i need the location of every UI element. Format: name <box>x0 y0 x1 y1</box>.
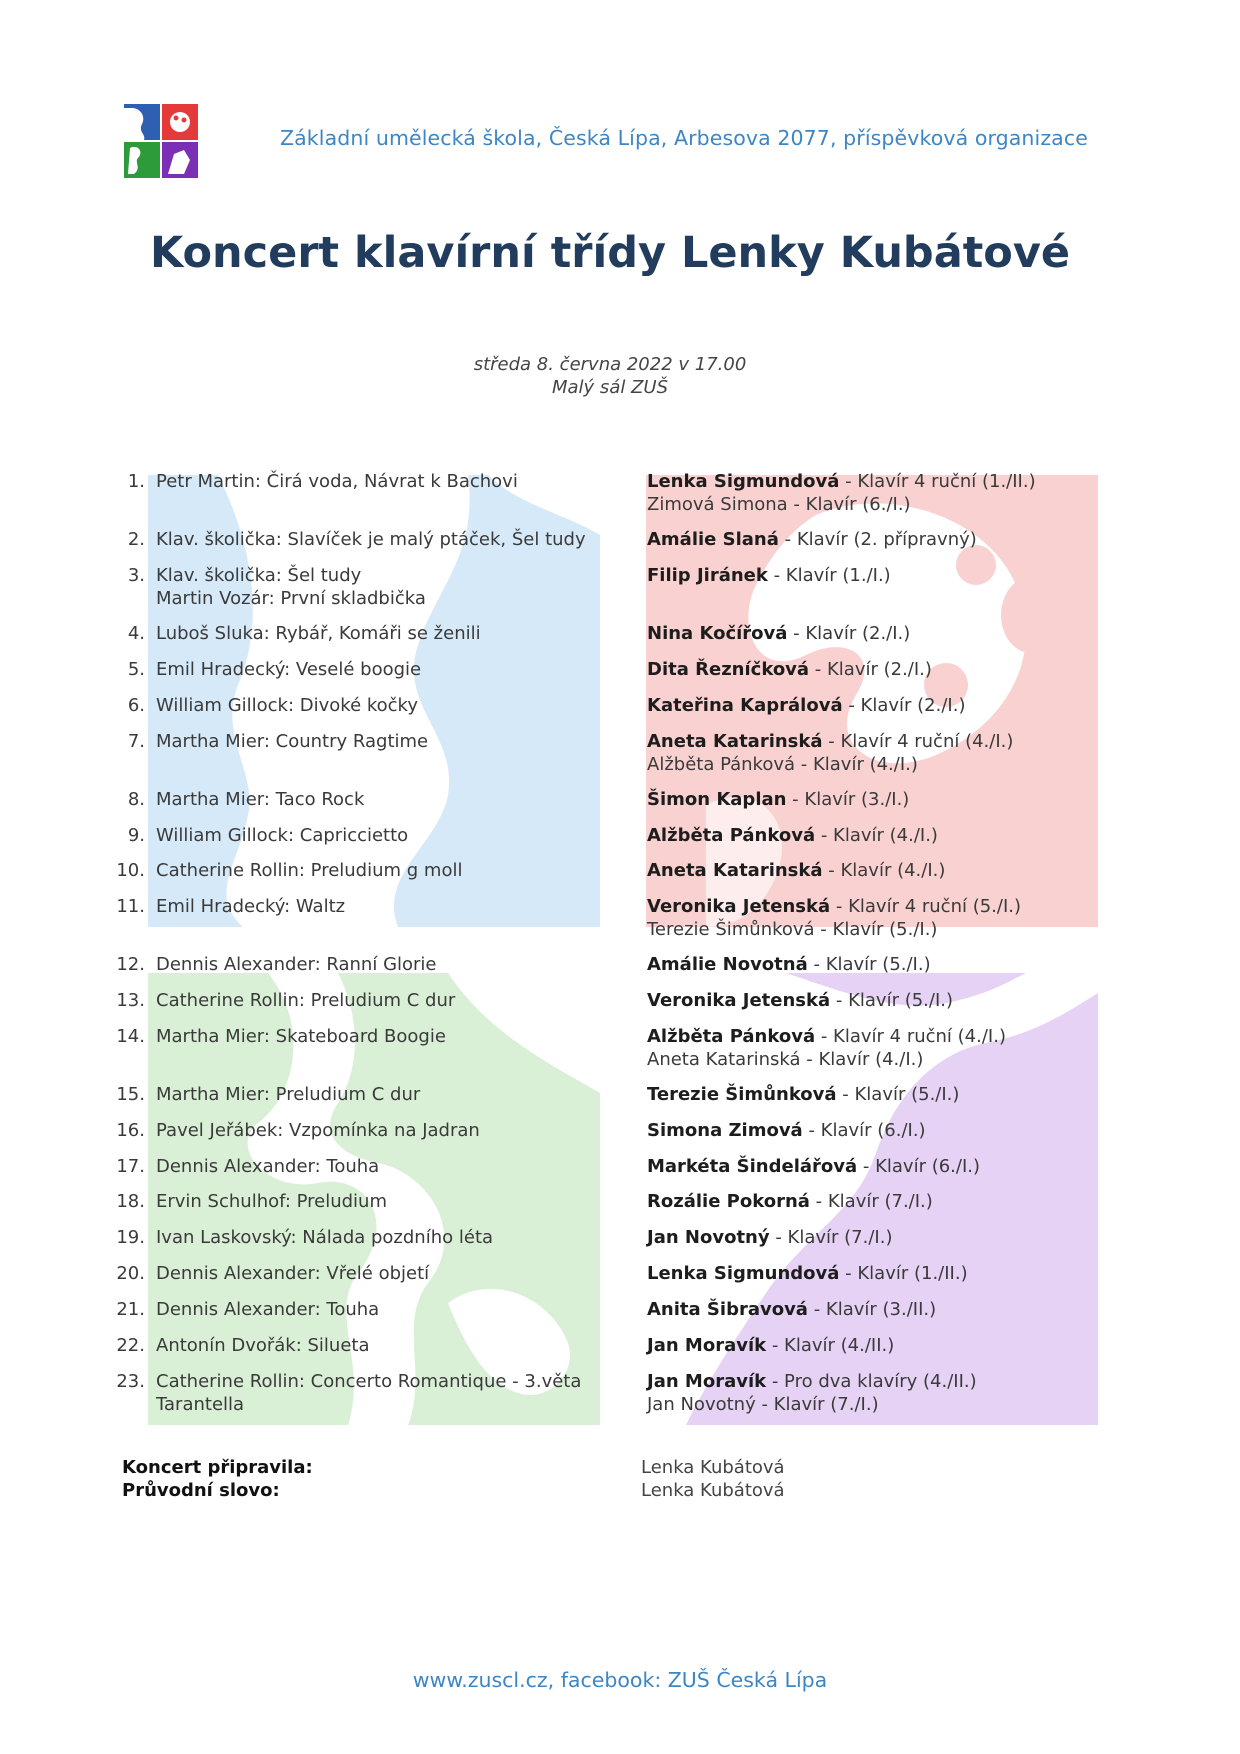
performer-detail: Aneta Katarinská - Klavír (4./I.) <box>647 1049 924 1070</box>
performers <box>647 730 1097 776</box>
performer-detail: - Pro dva klavíry (4./II.) <box>766 1371 977 1392</box>
performer-detail: - Klavír (7./I.) <box>769 1227 893 1248</box>
performer-detail: - Klavír (2. přípravný) <box>778 529 977 550</box>
item-number: 22. <box>116 1335 145 1356</box>
piece-line: Dennis Alexander: Ranní Glorie <box>156 954 437 975</box>
performers <box>647 989 1097 1012</box>
piece-title <box>156 824 596 847</box>
piece-line: Dennis Alexander: Touha <box>156 1299 380 1320</box>
performer-name: Nina Kočířová <box>647 623 788 644</box>
item-number: 8. <box>127 789 145 810</box>
item-number: 23. <box>116 1371 145 1392</box>
performer-name: Lenka Sigmundová <box>647 1263 840 1284</box>
performer-line <box>647 1119 1097 1142</box>
piece-title <box>156 564 596 610</box>
performer-name: Simona Zimová <box>647 1120 803 1141</box>
piece-line: Klav. školička: Šel tudy <box>156 565 362 586</box>
concert-place: Malý sál ZUŠ <box>552 377 668 398</box>
performer-name: Terezie Šimůnková <box>647 1084 837 1105</box>
performer-line <box>647 528 1097 551</box>
performer-line <box>647 1190 1097 1213</box>
performer-line <box>647 1155 1097 1178</box>
performer-detail: - Klavír (4./II.) <box>766 1335 895 1356</box>
performers <box>647 1083 1097 1106</box>
performer-detail: - Klavír (4./I.) <box>822 860 946 881</box>
piece-line: Dennis Alexander: Vřelé objetí <box>156 1263 430 1284</box>
performers <box>647 622 1097 645</box>
piece-title <box>156 1119 596 1142</box>
performer-line <box>647 895 1097 918</box>
performer-name: Filip Jiránek <box>647 565 768 586</box>
piece-title <box>156 1262 596 1285</box>
performer-name: Markéta Šindelářová <box>647 1156 858 1177</box>
school-name: Základní umělecká škola, Česká Lípa, Arbesova 2077, příspěvková organizace <box>280 126 1088 150</box>
item-number: 14. <box>116 1026 145 1047</box>
performer-line <box>647 622 1097 645</box>
performer-line <box>647 1370 1097 1393</box>
performer-detail: - Klavír (6./I.) <box>802 1120 926 1141</box>
performer-line <box>647 859 1097 882</box>
piece-line: Ervin Schulhof: Preludium <box>156 1191 387 1212</box>
performer-line <box>647 1083 1097 1106</box>
performer-detail: - Klavír (2./I.) <box>787 623 911 644</box>
piece-line: Martha Mier: Taco Rock <box>156 789 365 810</box>
item-number: 12. <box>116 954 145 975</box>
piece-title <box>156 895 596 918</box>
performer-line <box>647 564 1097 587</box>
item-number: 16. <box>116 1120 145 1141</box>
performers <box>647 824 1097 847</box>
item-number: 19. <box>116 1227 145 1248</box>
page-title: Koncert klavírní třídy Lenky Kubátové <box>149 228 1071 278</box>
piece-title <box>156 694 596 717</box>
piece-line: Martin Vozár: První skladbička <box>156 588 426 609</box>
performer-detail: - Klavír (5./I.) <box>807 954 931 975</box>
performer-name: Anita Šibravová <box>647 1299 808 1320</box>
performer-line <box>647 1048 1097 1071</box>
piece-line: Ivan Laskovský: Nálada pozdního léta <box>156 1227 494 1248</box>
performers <box>647 788 1097 811</box>
performer-line <box>647 824 1097 847</box>
credit-value: Lenka Kubátová <box>641 1457 785 1478</box>
performer-name: Veronika Jetenská <box>647 896 831 917</box>
piece-title <box>156 528 596 551</box>
piece-line: Martha Mier: Country Ragtime <box>156 731 429 752</box>
item-number: 7. <box>127 731 145 752</box>
performers <box>647 1119 1097 1142</box>
piece-line: Klav. školička: Slavíček je malý ptáček, Šel tudy <box>156 529 586 550</box>
piece-title <box>156 622 596 645</box>
item-number: 10. <box>116 860 145 881</box>
piece-line: Luboš Sluka: Rybář, Komáři se ženili <box>156 623 481 644</box>
item-number: 3. <box>127 565 145 586</box>
piece-line: Catherine Rollin: Preludium C dur <box>156 990 456 1011</box>
performer-name: Kateřina Kaprálová <box>647 695 843 716</box>
performer-detail: - Klavír 4 ruční (4./I.) <box>822 731 1014 752</box>
performer-name: Jan Novotný <box>647 1227 770 1248</box>
performer-detail: - Klavír 4 ruční (1./II.) <box>839 471 1036 492</box>
item-number: 15. <box>116 1084 145 1105</box>
credit-label: Průvodní slovo: <box>122 1480 280 1501</box>
performers <box>647 658 1097 681</box>
performer-line <box>647 1262 1097 1285</box>
item-number: 17. <box>116 1156 145 1177</box>
piece-title <box>156 1226 596 1249</box>
performer-line <box>647 658 1097 681</box>
performer-name: Dita Řezníčková <box>647 659 810 680</box>
performer-name: Rozálie Pokorná <box>647 1191 810 1212</box>
performers <box>647 1262 1097 1285</box>
performer-detail: - Klavír (5./I.) <box>830 990 954 1011</box>
performer-name: Amálie Slaná <box>647 529 779 550</box>
performer-detail: - Klavír (7./I.) <box>809 1191 933 1212</box>
piece-line: Tarantella <box>156 1394 245 1415</box>
performers <box>647 528 1097 551</box>
performers <box>647 1334 1097 1357</box>
performer-line <box>647 694 1097 717</box>
performer-line <box>647 730 1097 753</box>
performer-line <box>647 1393 1097 1416</box>
item-number: 21. <box>116 1299 145 1320</box>
performer-detail: - Klavír (5./I.) <box>836 1084 960 1105</box>
performer-name: Lenka Sigmundová <box>647 471 840 492</box>
performer-name: Amálie Novotná <box>647 954 808 975</box>
performers <box>647 564 1097 587</box>
performer-detail: - Klavír 4 ruční (5./I.) <box>830 896 1022 917</box>
performer-line <box>647 953 1097 976</box>
performer-detail: Jan Novotný - Klavír (7./I.) <box>647 1394 879 1415</box>
piece-title <box>156 1025 596 1048</box>
performer-detail: - Klavír (6./I.) <box>857 1156 981 1177</box>
piece-line: Petr Martin: Čirá voda, Návrat k Bachovi <box>156 471 518 492</box>
item-number: 20. <box>116 1263 145 1284</box>
performer-name: Aneta Katarinská <box>647 860 823 881</box>
item-number: 11. <box>116 896 145 917</box>
performer-detail: - Klavír 4 ruční (4./I.) <box>815 1026 1006 1047</box>
item-number: 9. <box>127 825 145 846</box>
performer-detail: - Klavír (2./I.) <box>809 659 932 680</box>
performer-detail: Terezie Šimůnková - Klavír (5./I.) <box>647 919 938 940</box>
piece-line: Emil Hradecký: Veselé boogie <box>156 659 422 680</box>
item-number: 2. <box>127 529 145 550</box>
performer-line <box>647 989 1097 1012</box>
performer-detail: Zimová Simona - Klavír (6./I.) <box>647 494 911 515</box>
performer-line <box>647 753 1097 776</box>
performer-name: Jan Moravík <box>647 1335 767 1356</box>
credit-value: Lenka Kubátová <box>641 1480 785 1501</box>
performers <box>647 1025 1097 1071</box>
piece-title <box>156 1370 596 1416</box>
performers <box>647 470 1097 516</box>
performer-detail: - Klavír (1./II.) <box>839 1263 968 1284</box>
piece-title <box>156 470 596 493</box>
performer-line <box>647 1025 1097 1048</box>
performers <box>647 1370 1097 1416</box>
piece-line: Catherine Rollin: Concerto Romantique - 3.věta <box>156 1371 582 1392</box>
piece-line: Antonín Dvořák: Silueta <box>156 1335 370 1356</box>
item-number: 5. <box>127 659 145 680</box>
performer-line <box>647 788 1097 811</box>
performer-name: Alžběta Pánková <box>647 1026 816 1047</box>
performer-detail: - Klavír (3./II.) <box>807 1299 937 1320</box>
piece-title <box>156 1298 596 1321</box>
piece-title <box>156 788 596 811</box>
item-number: 4. <box>127 623 145 644</box>
piece-line: Emil Hradecký: Waltz <box>156 896 346 917</box>
performer-name: Veronika Jetenská <box>647 990 831 1011</box>
piece-title <box>156 1190 596 1213</box>
performer-name: Jan Moravík <box>647 1371 767 1392</box>
performer-line <box>647 918 1097 941</box>
performers <box>647 1226 1097 1249</box>
performers <box>647 895 1097 941</box>
item-number: 13. <box>116 990 145 1011</box>
performer-line <box>647 470 1097 493</box>
performer-detail: - Klavír (3./I.) <box>786 789 910 810</box>
performer-name: Alžběta Pánková <box>647 825 816 846</box>
item-number: 1. <box>127 471 145 492</box>
piece-line: Dennis Alexander: Touha <box>156 1156 380 1177</box>
performers <box>647 694 1097 717</box>
piece-title <box>156 730 596 753</box>
credit-label: Koncert připravila: <box>122 1457 313 1478</box>
performers <box>647 1190 1097 1213</box>
piece-title <box>156 953 596 976</box>
performers <box>647 1298 1097 1321</box>
performer-detail: Alžběta Pánková - Klavír (4./I.) <box>647 754 918 775</box>
performer-detail: - Klavír (1./I.) <box>767 565 891 586</box>
performers <box>647 1155 1097 1178</box>
piece-title <box>156 859 596 882</box>
piece-title <box>156 1083 596 1106</box>
piece-line: William Gillock: Divoké kočky <box>156 695 418 716</box>
performer-line <box>647 1334 1097 1357</box>
piece-line: Catherine Rollin: Preludium g moll <box>156 860 463 881</box>
footer-web-link[interactable]: www.zuscl.cz, facebook: ZUŠ Česká Lípa <box>412 1668 828 1692</box>
piece-title <box>156 658 596 681</box>
performer-line <box>647 1298 1097 1321</box>
performer-line <box>647 493 1097 516</box>
piece-line: William Gillock: Capriccietto <box>156 825 409 846</box>
performers <box>647 859 1097 882</box>
piece-title <box>156 1334 596 1357</box>
performer-line <box>647 1226 1097 1249</box>
concert-date: středa 8. června 2022 v 17.00 <box>473 354 747 375</box>
piece-line: Martha Mier: Preludium C dur <box>156 1084 421 1105</box>
performer-detail: - Klavír (4./I.) <box>815 825 938 846</box>
performer-name: Šimon Kaplan <box>647 789 787 810</box>
performer-detail: - Klavír (2./I.) <box>842 695 966 716</box>
piece-line: Martha Mier: Skateboard Boogie <box>156 1026 446 1047</box>
piece-title <box>156 989 596 1012</box>
item-number: 18. <box>116 1191 145 1212</box>
item-number: 6. <box>127 695 145 716</box>
piece-line: Pavel Jeřábek: Vzpomínka na Jadran <box>156 1120 480 1141</box>
performer-name: Aneta Katarinská <box>647 731 823 752</box>
performers <box>647 953 1097 976</box>
piece-title <box>156 1155 596 1178</box>
school-logo <box>124 104 198 178</box>
